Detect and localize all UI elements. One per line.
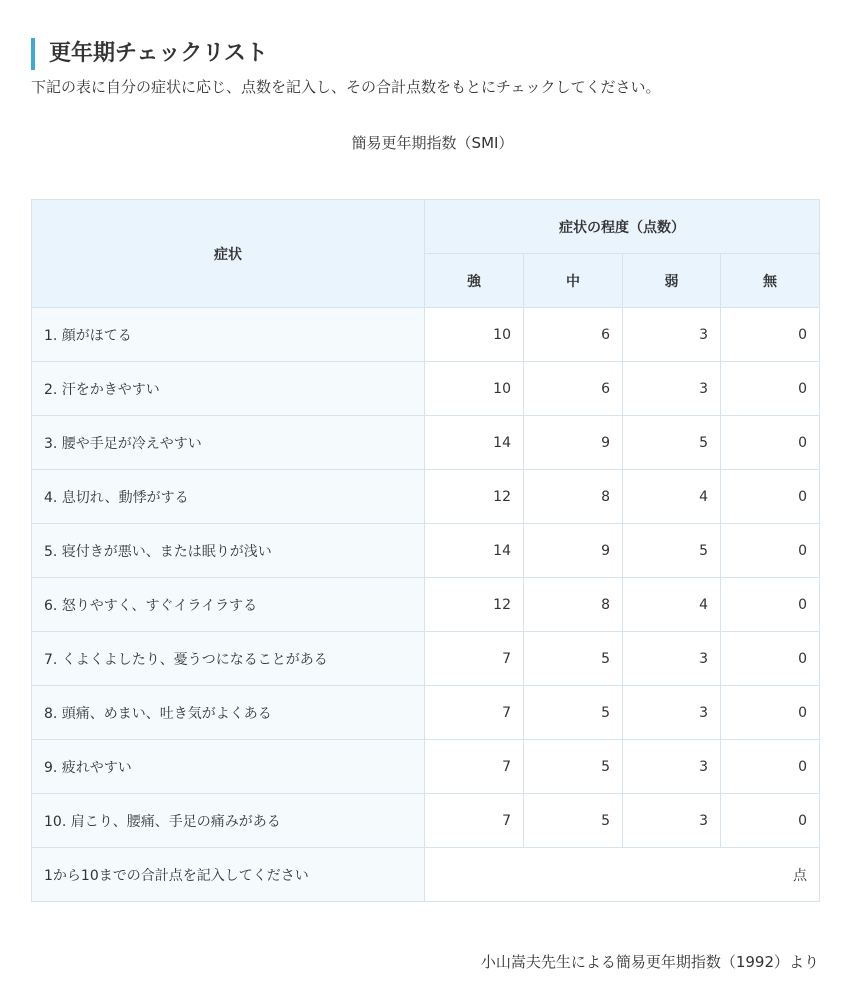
table-body xyxy=(32,308,820,902)
score-weak: 5 xyxy=(623,416,721,470)
score-medium: 9 xyxy=(524,524,623,578)
score-strong: 10 xyxy=(425,308,524,362)
score-weak: 3 xyxy=(623,794,721,848)
table-row xyxy=(32,632,820,686)
level-header-none: 無 xyxy=(721,254,820,308)
score-strong: 14 xyxy=(425,524,524,578)
score-medium: 9 xyxy=(524,416,623,470)
score-weak: 5 xyxy=(623,524,721,578)
table-row xyxy=(32,308,820,362)
table-row xyxy=(32,416,820,470)
score-medium: 5 xyxy=(524,794,623,848)
symptom-label: 1. 顔がほてる xyxy=(32,308,425,362)
score-strong: 7 xyxy=(425,740,524,794)
table-row xyxy=(32,524,820,578)
table-row xyxy=(32,686,820,740)
table-row xyxy=(32,740,820,794)
level-header-medium: 中 xyxy=(524,254,623,308)
level-header-strong: 強 xyxy=(425,254,524,308)
score-none: 0 xyxy=(721,470,820,524)
total-row xyxy=(32,848,820,902)
symptom-label: 9. 疲れやすい xyxy=(32,740,425,794)
score-none: 0 xyxy=(721,416,820,470)
total-label: 1から10までの合計点を記入してください xyxy=(32,848,425,902)
score-strong: 14 xyxy=(425,416,524,470)
score-strong: 12 xyxy=(425,470,524,524)
score-strong: 7 xyxy=(425,632,524,686)
score-strong: 7 xyxy=(425,686,524,740)
table-row xyxy=(32,470,820,524)
score-medium: 5 xyxy=(524,686,623,740)
score-medium: 8 xyxy=(524,470,623,524)
score-medium: 5 xyxy=(524,632,623,686)
header-row-top xyxy=(32,200,820,254)
smi-table xyxy=(31,199,820,902)
symptom-column-header: 症状 xyxy=(32,200,425,308)
table-header xyxy=(32,200,820,308)
score-weak: 3 xyxy=(623,308,721,362)
symptom-label: 10. 肩こり、腰痛、手足の痛みがある xyxy=(32,794,425,848)
table-row xyxy=(32,794,820,848)
score-weak: 3 xyxy=(623,740,721,794)
score-strong: 12 xyxy=(425,578,524,632)
score-medium: 5 xyxy=(524,740,623,794)
score-medium: 6 xyxy=(524,362,623,416)
score-strong: 7 xyxy=(425,794,524,848)
page-title: 更年期チェックリスト xyxy=(31,38,268,70)
score-weak: 3 xyxy=(623,686,721,740)
score-none: 0 xyxy=(721,308,820,362)
score-medium: 6 xyxy=(524,308,623,362)
intro-text: 下記の表に自分の症状に応じ、点数を記入し、その合計点数をもとにチェックしてください。 xyxy=(31,78,661,96)
symptom-label: 6. 怒りやすく、すぐイライラする xyxy=(32,578,425,632)
score-none: 0 xyxy=(721,632,820,686)
symptom-label: 5. 寝付きが悪い、または眠りが浅い xyxy=(32,524,425,578)
total-score-field[interactable]: 点 xyxy=(425,848,820,902)
score-weak: 3 xyxy=(623,362,721,416)
source-citation: 小山嵩夫先生による簡易更年期指数（1992）より xyxy=(480,953,819,971)
score-strong: 10 xyxy=(425,362,524,416)
score-weak: 4 xyxy=(623,470,721,524)
score-none: 0 xyxy=(721,524,820,578)
score-none: 0 xyxy=(721,686,820,740)
degree-column-header: 症状の程度（点数） xyxy=(425,200,820,254)
score-none: 0 xyxy=(721,578,820,632)
table-row xyxy=(32,362,820,416)
table-caption: 簡易更年期指数（SMI） xyxy=(351,134,514,152)
symptom-label: 8. 頭痛、めまい、吐き気がよくある xyxy=(32,686,425,740)
score-weak: 4 xyxy=(623,578,721,632)
symptom-label: 3. 腰や手足が冷えやすい xyxy=(32,416,425,470)
score-none: 0 xyxy=(721,740,820,794)
symptom-label: 2. 汗をかきやすい xyxy=(32,362,425,416)
score-medium: 8 xyxy=(524,578,623,632)
level-header-weak: 弱 xyxy=(623,254,721,308)
score-weak: 3 xyxy=(623,632,721,686)
score-none: 0 xyxy=(721,362,820,416)
score-none: 0 xyxy=(721,794,820,848)
table-row xyxy=(32,578,820,632)
symptom-label: 4. 息切れ、動悸がする xyxy=(32,470,425,524)
symptom-label: 7. くよくよしたり、憂うつになることがある xyxy=(32,632,425,686)
